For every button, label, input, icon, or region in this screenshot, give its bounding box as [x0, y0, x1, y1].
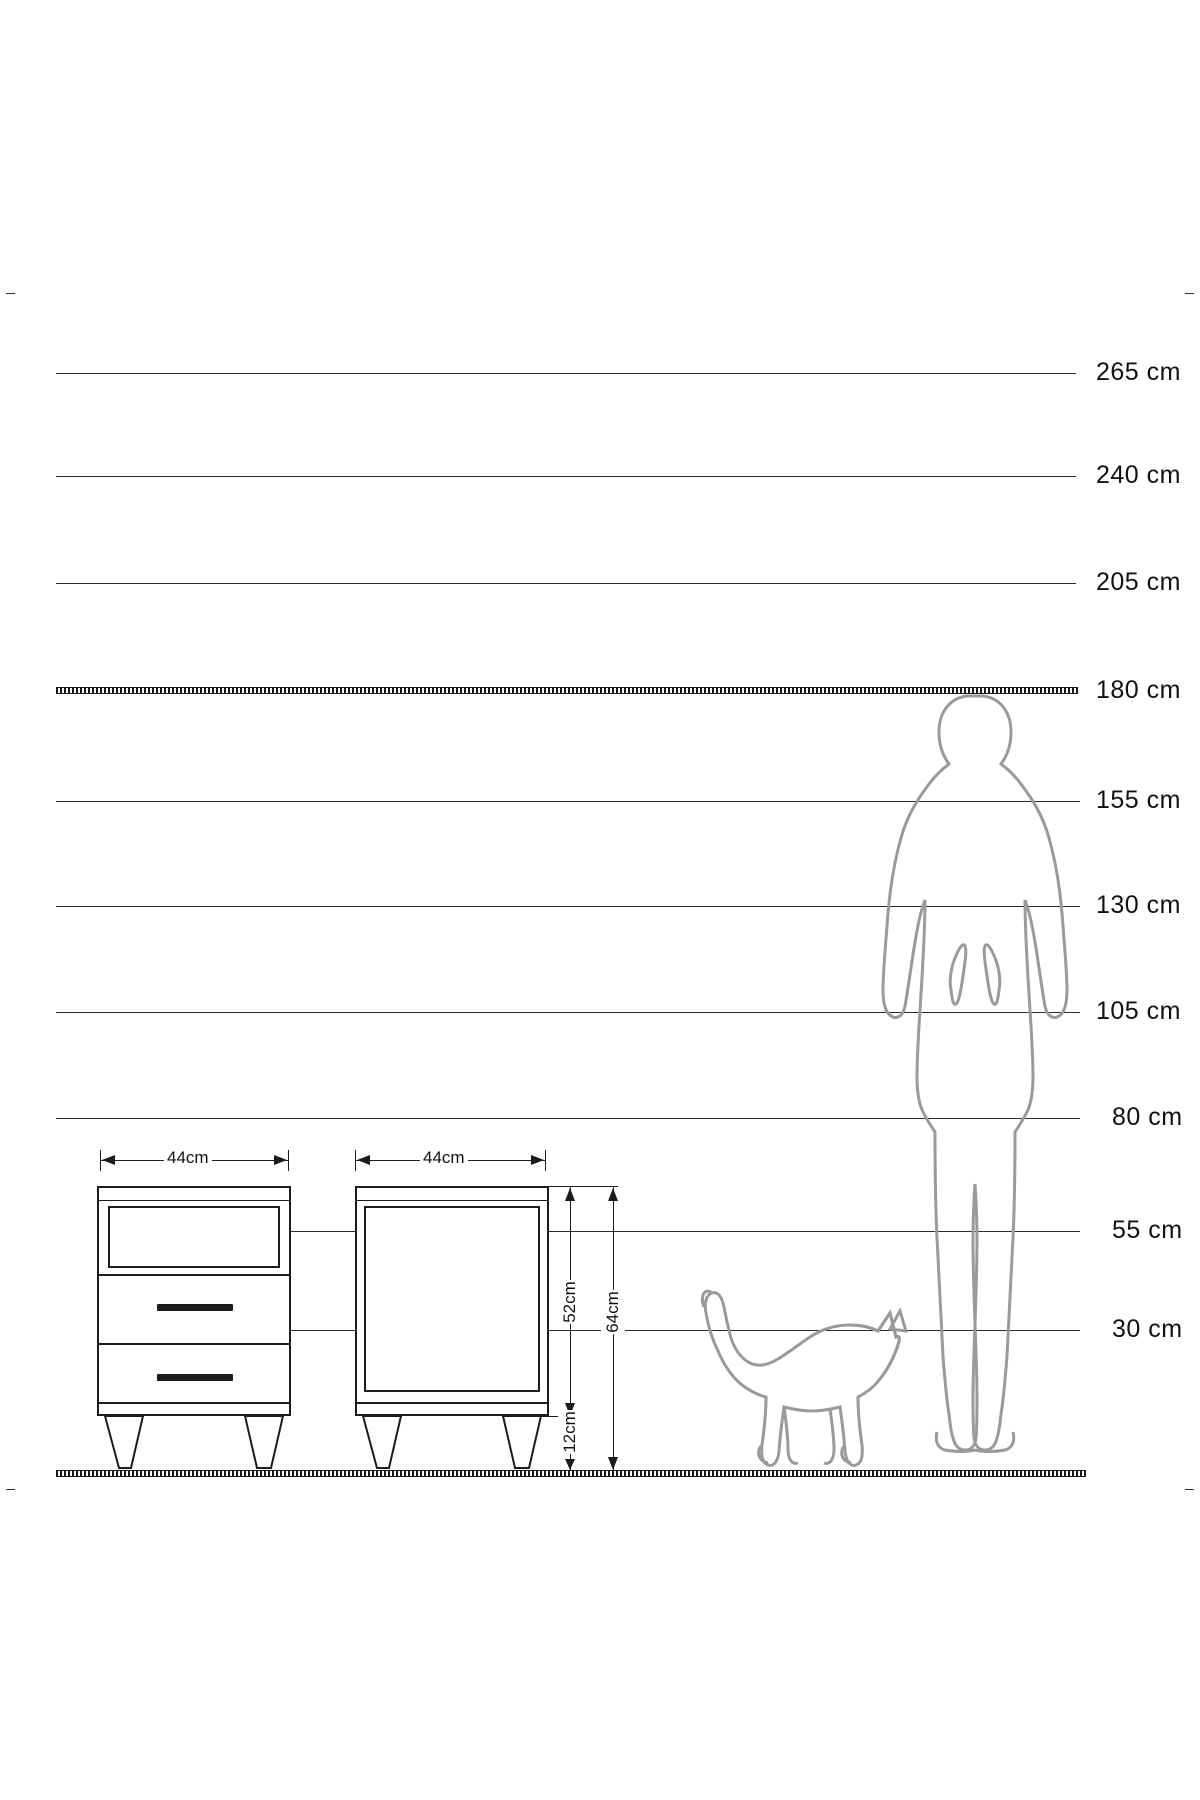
- nightstand-left-divider-1: [97, 1274, 291, 1276]
- corner-tick-bottom-right: [1185, 1489, 1194, 1490]
- scale-label-80: 80 cm: [1112, 1103, 1183, 1131]
- nightstand-left-leg-right: [243, 1414, 285, 1470]
- dim-label-width-left: 44cm: [164, 1148, 212, 1168]
- scale-label-265: 265 cm: [1096, 358, 1181, 386]
- nightstand-left-leg-left: [103, 1414, 145, 1470]
- dim-arrow-total-top: [607, 1188, 619, 1202]
- dim-label-height-legs: 12cm: [558, 1410, 582, 1454]
- dim-arrow-body-top: [564, 1188, 576, 1202]
- nightstand-open-shelf: [97, 1186, 291, 1472]
- nightstand-right-leg-right: [501, 1414, 543, 1470]
- dim-arrow-width-left-start: [102, 1154, 116, 1166]
- scale-label-155: 155 cm: [1096, 786, 1181, 814]
- dim-cap-width-left-end: [288, 1150, 289, 1171]
- dim-ext-line-top: [540, 1186, 618, 1187]
- dim-label-height-total: 64cm: [601, 1290, 625, 1334]
- nightstand-right-top-edge: [355, 1200, 549, 1201]
- dim-arrow-width-right-end: [530, 1154, 544, 1166]
- scale-line-265: [56, 373, 1076, 374]
- scale-label-30: 30 cm: [1112, 1315, 1183, 1343]
- dim-label-width-right: 44cm: [420, 1148, 468, 1168]
- nightstand-left-bottom-rail: [97, 1402, 291, 1404]
- nightstand-left-drawer-2-handle[interactable]: [157, 1374, 233, 1381]
- nightstand-left-divider-2: [97, 1343, 291, 1345]
- nightstand-right-bottom-rail: [355, 1402, 549, 1404]
- dim-cap-width-right-start: [355, 1150, 356, 1171]
- nightstand-closed: [355, 1186, 549, 1472]
- scale-line-240: [56, 476, 1076, 477]
- dim-arrow-width-right-start: [357, 1154, 371, 1166]
- dim-arrow-total-bottom: [607, 1456, 619, 1470]
- scale-label-240: 240 cm: [1096, 461, 1181, 489]
- dim-ext-line-ground: [540, 1470, 618, 1471]
- scale-label-105: 105 cm: [1096, 997, 1181, 1025]
- nightstand-left-drawer-1-handle[interactable]: [157, 1304, 233, 1311]
- dim-arrow-legs-bottom: [564, 1458, 576, 1470]
- corner-tick-bottom-left: [6, 1489, 15, 1490]
- nightstand-right-door[interactable]: [364, 1206, 540, 1392]
- scale-line-205: [56, 583, 1076, 584]
- dim-cap-width-left-start: [100, 1150, 101, 1171]
- scale-label-55: 55 cm: [1112, 1216, 1183, 1244]
- dim-arrow-width-left-end: [273, 1154, 287, 1166]
- corner-tick-top-right: [1185, 293, 1194, 294]
- cat-silhouette: [700, 1285, 930, 1475]
- corner-tick-top-left: [6, 293, 15, 294]
- nightstand-left-top-edge: [97, 1200, 291, 1201]
- dim-cap-width-right-end: [545, 1150, 546, 1171]
- scale-label-205: 205 cm: [1096, 568, 1181, 596]
- dim-label-height-body: 52cm: [558, 1280, 582, 1324]
- nightstand-left-open-shelf-opening: [108, 1206, 280, 1268]
- nightstand-right-leg-left: [361, 1414, 403, 1470]
- scale-label-180: 180 cm: [1096, 676, 1181, 704]
- scale-label-130: 130 cm: [1096, 891, 1181, 919]
